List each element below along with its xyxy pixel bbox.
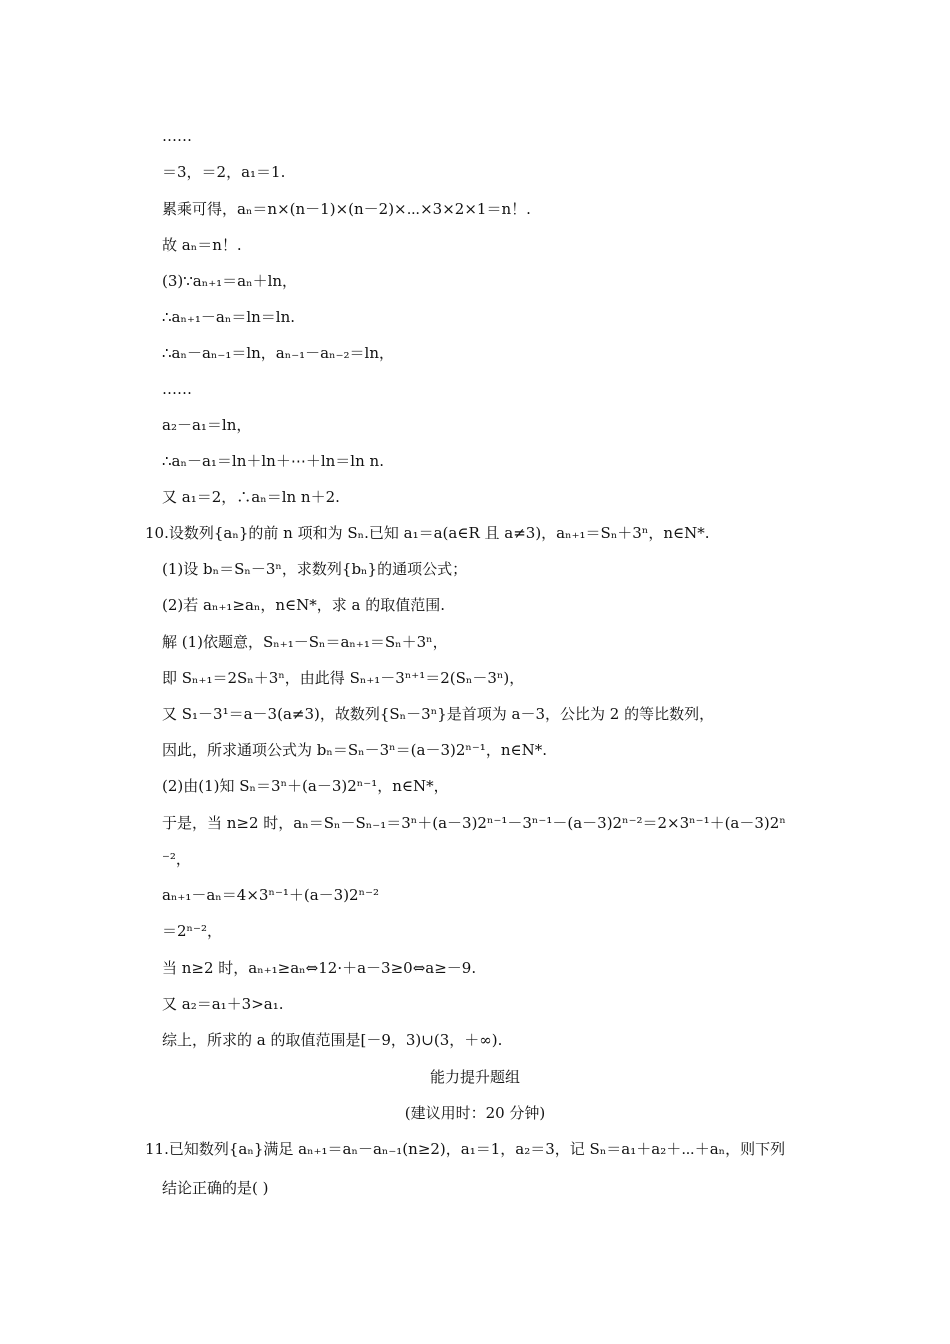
text-line: (2)若 aₙ₊₁≥aₙ，n∈N*，求 a 的取值范围. (162, 596, 446, 614)
text-line: …… (162, 380, 192, 398)
text-line: (3)∵aₙ₊₁＝aₙ＋ln， (162, 272, 298, 290)
text-line: ＝2ⁿ⁻²， (162, 922, 222, 940)
text-line: 综上，所求的 a 的取值范围是[－9，3)∪(3，＋∞). (162, 1031, 503, 1049)
text-line: 即 Sₙ₊₁＝2Sₙ＋3ⁿ，由此得 Sₙ₊₁－3ⁿ⁺¹＝2(Sₙ－3ⁿ)， (162, 669, 525, 687)
text-line: ＝3，＝2，a₁＝1. (162, 163, 286, 181)
section-title: 能力提升题组 (429, 1068, 520, 1086)
text-line: 于是，当 n≥2 时，aₙ＝Sₙ－Sₙ₋₁＝3ⁿ＋(a－3)2ⁿ⁻¹－3ⁿ⁻¹－(a－3)2ⁿ⁻²＝2×3ⁿ⁻¹＋(a－3)2ⁿ (162, 814, 786, 832)
text-line: ⁻²， (162, 850, 191, 868)
text-line: 故 aₙ＝n！. (162, 236, 242, 254)
text-line: 因此，所求通项公式为 bₙ＝Sₙ－3ⁿ＝(a－3)2ⁿ⁻¹，n∈N*. (162, 741, 547, 759)
text-line: ∴aₙ－aₙ₋₁＝ln，aₙ₋₁－aₙ₋₂＝ln， (162, 344, 394, 362)
text-line: (1)设 bₙ＝Sₙ－3ⁿ，求数列{bₙ}的通项公式； (162, 560, 468, 578)
text-line: aₙ₊₁－aₙ＝4×3ⁿ⁻¹＋(a－3)2ⁿ⁻² (162, 886, 380, 904)
text-line: 又 S₁－3¹＝a－3(a≠3)，故数列{Sₙ－3ⁿ}是首项为 a－3，公比为 2 的等比数列， (162, 705, 715, 723)
text-line: 又 a₂＝a₁＋3>a₁. (162, 995, 284, 1013)
text-line: ∴aₙ₊₁－aₙ＝ln＝ln. (162, 308, 296, 326)
text-line: 结论正确的是( ) (162, 1179, 269, 1197)
text-line: 当 n≥2 时，aₙ₊₁≥aₙ⇔12·＋a－3≥0⇔a≥－9. (162, 959, 477, 977)
text-line: ∴aₙ－a₁＝ln＋ln＋⋯＋ln＝ln n. (162, 452, 384, 470)
text-line: 又 a₁＝2，∴aₙ＝ln n＋2. (162, 488, 340, 506)
section-subtitle: (建议用时：20 分钟) (404, 1104, 546, 1122)
question-10: 10.设数列{aₙ}的前 n 项和为 Sₙ.已知 a₁＝a(a∈R 且 a≠3)，aₙ₊₁＝Sₙ＋3ⁿ，n∈N*. (145, 524, 710, 542)
text-line: 解 (1)依题意，Sₙ₊₁－Sₙ＝aₙ₊₁＝Sₙ＋3ⁿ， (162, 633, 448, 651)
text-line: 累乘可得，aₙ＝n×(n－1)×(n－2)×⋯×3×2×1＝n！. (162, 200, 531, 218)
text-line: a₂－a₁＝ln， (162, 416, 252, 434)
text-line: …… (162, 127, 192, 145)
question-11: 11.已知数列{aₙ}满足 aₙ₊₁＝aₙ－aₙ₋₁(n≥2)，a₁＝1，a₂＝3，记 Sₙ＝a₁＋a₂＋⋯＋aₙ，则下列 (145, 1140, 786, 1158)
text-line: (2)由(1)知 Sₙ＝3ⁿ＋(a－3)2ⁿ⁻¹，n∈N*， (162, 777, 449, 795)
